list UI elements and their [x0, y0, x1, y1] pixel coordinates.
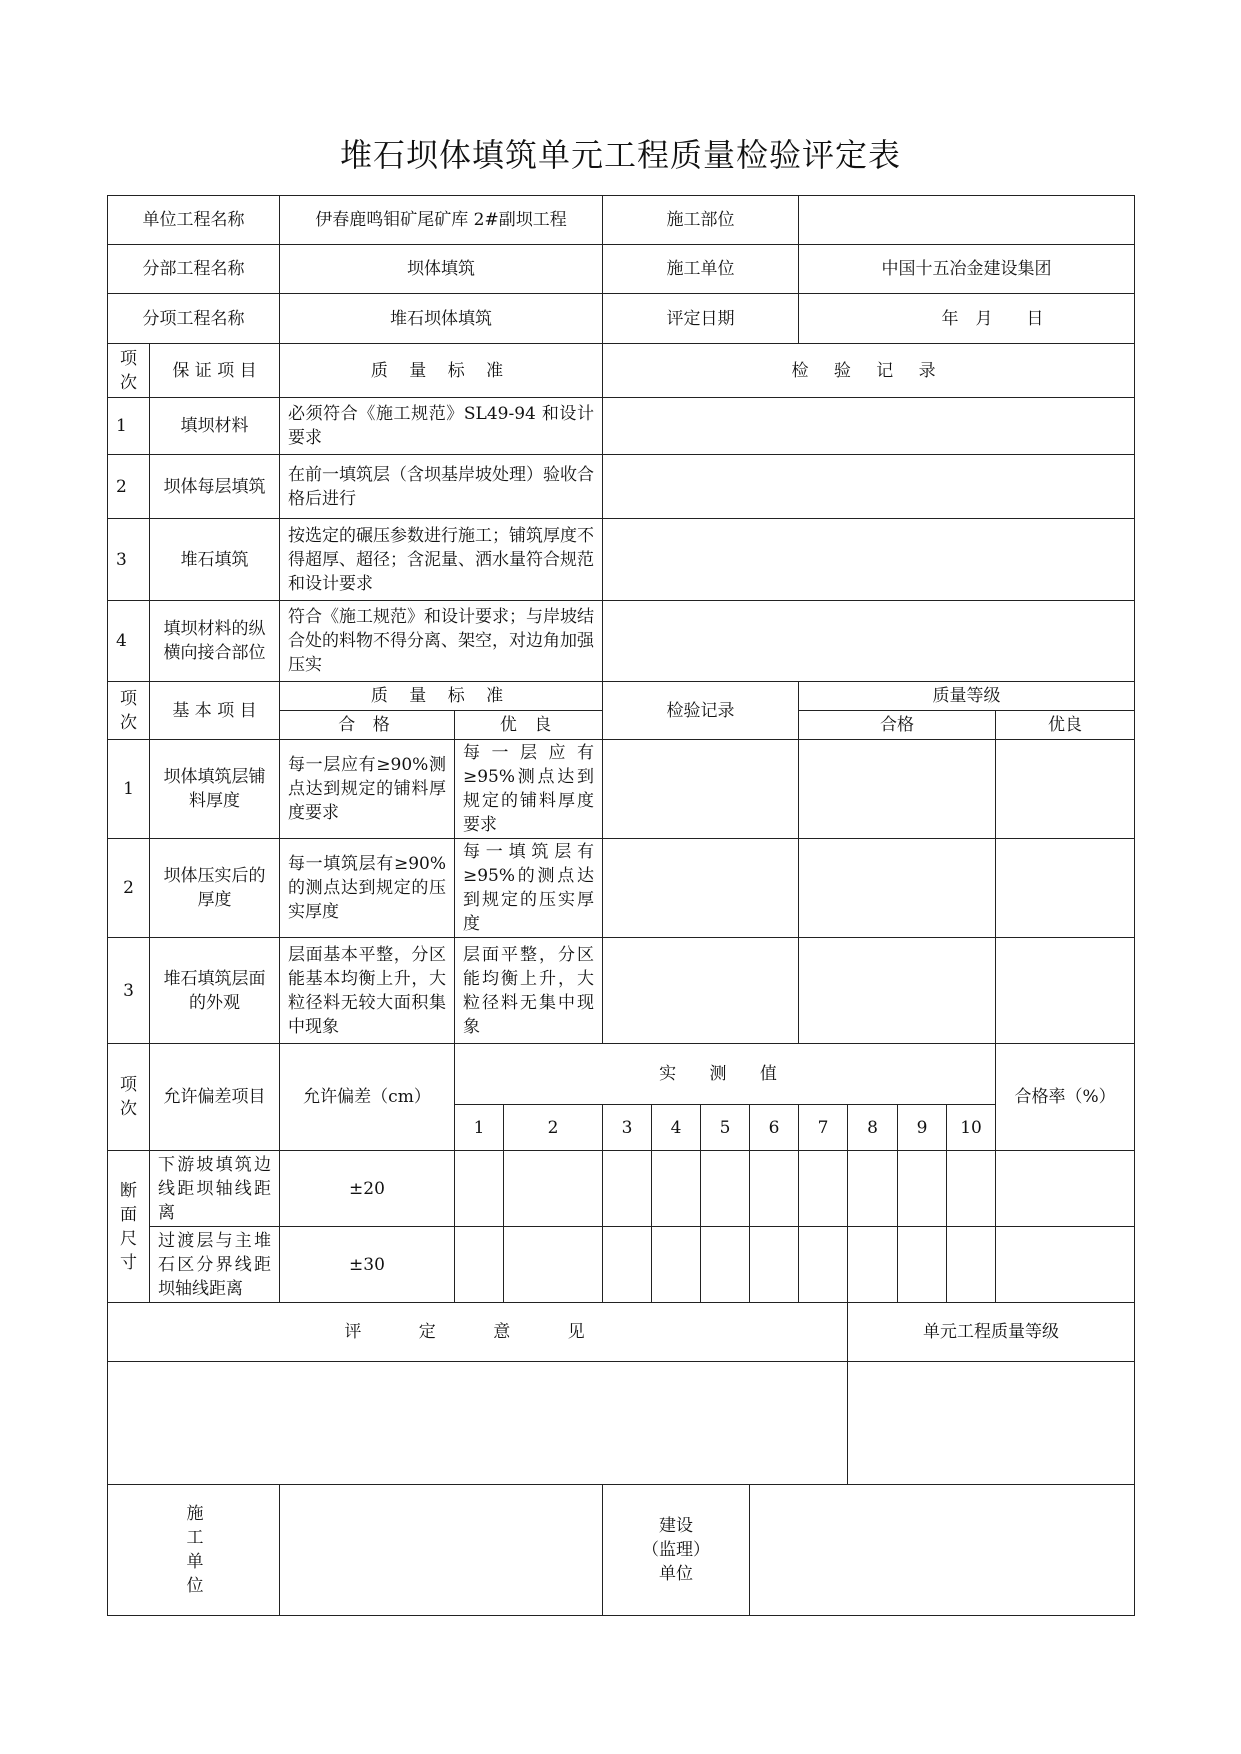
guarantee-row: [108, 455, 1135, 519]
basic-record-cell[interactable]: [603, 938, 799, 1044]
deviation-measured-header: 实 测 值: [455, 1044, 996, 1105]
header-row-subitem: [108, 294, 1135, 344]
basic-row: [108, 839, 1135, 938]
opinion-label: 评 定 意 见: [108, 1303, 848, 1362]
grade-label: 单元工程质量等级: [848, 1303, 1135, 1362]
basic-grade-excellent-cell[interactable]: [996, 740, 1135, 839]
measure-cell[interactable]: [603, 1151, 652, 1227]
owner-label-cell: [603, 1485, 750, 1616]
measure-cell[interactable]: [750, 1227, 799, 1303]
measure-cell[interactable]: [504, 1151, 603, 1227]
guarantee-no: 1: [108, 398, 150, 455]
measure-cell[interactable]: [898, 1151, 947, 1227]
pass-rate-cell[interactable]: [996, 1227, 1135, 1303]
unit-project-value[interactable]: 伊春鹿鸣钼矿尾矿库 2#副坝工程: [280, 196, 603, 245]
measure-cell[interactable]: [947, 1227, 996, 1303]
basic-no: 2: [108, 839, 150, 938]
measure-cell[interactable]: [750, 1151, 799, 1227]
basic-grade-excellent-cell[interactable]: [996, 839, 1135, 938]
basic-item-header: 基 本 项 目: [150, 682, 280, 740]
measure-cell[interactable]: [504, 1227, 603, 1303]
basic-item: 坝体压实后的厚度: [150, 839, 280, 938]
pass-rate-cell[interactable]: [996, 1151, 1135, 1227]
basic-grade-pass-cell[interactable]: [799, 839, 996, 938]
measure-number: 8: [848, 1105, 898, 1151]
basic-grade-excellent-cell[interactable]: [996, 938, 1135, 1044]
basic-excellent-header: 优 良: [455, 711, 603, 740]
grade-cell[interactable]: [848, 1362, 1135, 1485]
evaluation-table: [107, 195, 1135, 1616]
measure-cell[interactable]: [603, 1227, 652, 1303]
deviation-row: [108, 1151, 1135, 1227]
measure-number: 4: [652, 1105, 701, 1151]
guarantee-header-row: [108, 344, 1135, 398]
basic-pass-standard: 每一填筑层有≥90%的测点达到规定的压实厚度: [280, 839, 455, 938]
guarantee-item: 填坝材料: [150, 398, 280, 455]
guarantee-record-cell[interactable]: [603, 455, 1135, 519]
owner-label-3: 单位: [659, 1564, 694, 1584]
construction-unit-label: 施工单位: [186, 1504, 204, 1596]
measure-cell[interactable]: [848, 1227, 898, 1303]
measure-number: 2: [504, 1105, 603, 1151]
basic-record-cell[interactable]: [603, 839, 799, 938]
basic-standard-header: 质 量 标 准: [280, 682, 603, 711]
construction-unit-sign-cell[interactable]: [280, 1485, 603, 1616]
measure-cell[interactable]: [701, 1227, 750, 1303]
deviation-row: [108, 1227, 1135, 1303]
guarantee-standard: 按选定的碾压参数进行施工；铺筑厚度不得超厚、超径；含泥量、洒水量符合规范和设计要求: [280, 519, 603, 601]
measure-number: 7: [799, 1105, 848, 1151]
date-value[interactable]: 年 月 日: [799, 294, 1135, 344]
basic-pass-standard: 每一层应有≥90%测点达到规定的铺料厚度要求: [280, 740, 455, 839]
construction-unit-cell: [108, 1485, 280, 1616]
guarantee-standard: 必须符合《施工规范》SL49-94 和设计要求: [280, 398, 603, 455]
guarantee-record-cell[interactable]: [603, 601, 1135, 682]
measure-cell[interactable]: [848, 1151, 898, 1227]
measure-number: 6: [750, 1105, 799, 1151]
guarantee-record-cell[interactable]: [603, 519, 1135, 601]
division-label: 分部工程名称: [108, 245, 280, 294]
deviation-item-header: 允许偏差项目: [150, 1044, 280, 1151]
deviation-item: 下游坡填筑边线距坝轴线距离: [150, 1151, 280, 1227]
basic-record-header: 检验记录: [603, 682, 799, 740]
guarantee-row: [108, 398, 1135, 455]
guarantee-standard: 在前一填筑层（含坝基岸坡处理）验收合格后进行: [280, 455, 603, 519]
section-size-label: 断面尺寸: [108, 1151, 150, 1303]
constructor-label: 施工单位: [603, 245, 799, 294]
assessment-content-row: [108, 1362, 1135, 1485]
guarantee-row: [108, 519, 1135, 601]
assessment-header-row: [108, 1303, 1135, 1362]
measure-cell[interactable]: [947, 1151, 996, 1227]
measure-cell[interactable]: [652, 1227, 701, 1303]
measure-cell[interactable]: [701, 1151, 750, 1227]
guarantee-item: 填坝材料的纵横向接合部位: [150, 601, 280, 682]
unit-project-label: 单位工程名称: [108, 196, 280, 245]
header-row-unit: [108, 196, 1135, 245]
owner-label-2: （监理）: [642, 1540, 711, 1560]
deviation-no-header: 项次: [108, 1044, 150, 1151]
deviation-rate-header: 合格率（%）: [996, 1044, 1135, 1151]
guarantee-item-header: 保 证 项 目: [150, 344, 280, 398]
basic-header-row: [108, 682, 1135, 711]
measure-cell[interactable]: [898, 1227, 947, 1303]
basic-no: 1: [108, 740, 150, 839]
basic-no: 3: [108, 938, 150, 1044]
subitem-value[interactable]: 堆石坝体填筑: [280, 294, 603, 344]
owner-label-1: 建设: [659, 1516, 694, 1536]
construction-part-value[interactable]: [799, 196, 1135, 245]
guarantee-no: 4: [108, 601, 150, 682]
basic-item: 坝体填筑层铺料厚度: [150, 740, 280, 839]
guarantee-row: [108, 601, 1135, 682]
header-row-division: [108, 245, 1135, 294]
owner-sign-cell[interactable]: [750, 1485, 1135, 1616]
guarantee-record-header: 检 验 记 录: [603, 344, 1135, 398]
deviation-tolerance: ±20: [280, 1151, 455, 1227]
basic-pass-header: 合 格: [280, 711, 455, 740]
measure-cell[interactable]: [652, 1151, 701, 1227]
measure-cell[interactable]: [455, 1227, 504, 1303]
basic-row: [108, 740, 1135, 839]
guarantee-standard-header: 质 量 标 准: [280, 344, 603, 398]
basic-excellent-standard: 层面平整，分区能均衡上升，大粒径料无集中现象: [455, 938, 603, 1044]
signature-row: [108, 1485, 1135, 1616]
guarantee-standard: 符合《施工规范》和设计要求；与岸坡结合处的料物不得分离、架空，对边角加强压实: [280, 601, 603, 682]
measure-number: 10: [947, 1105, 996, 1151]
measure-number: 3: [603, 1105, 652, 1151]
basic-pass-standard: 层面基本平整，分区能基本均衡上升，大粒径料无较大面积集中现象: [280, 938, 455, 1044]
basic-item: 堆石填筑层面的外观: [150, 938, 280, 1044]
basic-grade-excellent-header: 优良: [996, 711, 1135, 740]
basic-excellent-standard: 每一层应有≥95%测点达到规定的铺料厚度要求: [455, 740, 603, 839]
constructor-value[interactable]: 中国十五冶金建设集团: [799, 245, 1135, 294]
basic-no-header: 项次: [108, 682, 150, 740]
page-title: 堆石坝体填筑单元工程质量检验评定表: [339, 136, 901, 174]
basic-grade-pass-cell[interactable]: [799, 740, 996, 839]
guarantee-no: 2: [108, 455, 150, 519]
deviation-header-row: [108, 1044, 1135, 1105]
measure-cell[interactable]: [799, 1151, 848, 1227]
deviation-item: 过渡层与主堆石区分界线距坝轴线距离: [150, 1227, 280, 1303]
basic-row: [108, 938, 1135, 1044]
basic-grade-pass-header: 合格: [799, 711, 996, 740]
guarantee-no: 3: [108, 519, 150, 601]
subitem-label: 分项工程名称: [108, 294, 280, 344]
measure-number: 9: [898, 1105, 947, 1151]
guarantee-item: 坝体每层填筑: [150, 455, 280, 519]
construction-part-label: 施工部位: [603, 196, 799, 245]
measure-cell[interactable]: [799, 1227, 848, 1303]
measure-number: 5: [701, 1105, 750, 1151]
basic-record-cell[interactable]: [603, 740, 799, 839]
basic-grade-pass-cell[interactable]: [799, 938, 996, 1044]
guarantee-no-header: 项次: [108, 344, 150, 398]
measure-cell[interactable]: [455, 1151, 504, 1227]
guarantee-record-cell[interactable]: [603, 398, 1135, 455]
basic-grade-header: 质量等级: [799, 682, 1135, 711]
measure-number: 1: [455, 1105, 504, 1151]
deviation-tolerance: ±30: [280, 1227, 455, 1303]
basic-excellent-standard: 每一填筑层有≥95%的测点达到规定的压实厚度: [455, 839, 603, 938]
deviation-tolerance-header: 允许偏差（cm）: [280, 1044, 455, 1151]
opinion-cell[interactable]: [108, 1362, 848, 1485]
division-value[interactable]: 坝体填筑: [280, 245, 603, 294]
guarantee-item: 堆石填筑: [150, 519, 280, 601]
date-label: 评定日期: [603, 294, 799, 344]
